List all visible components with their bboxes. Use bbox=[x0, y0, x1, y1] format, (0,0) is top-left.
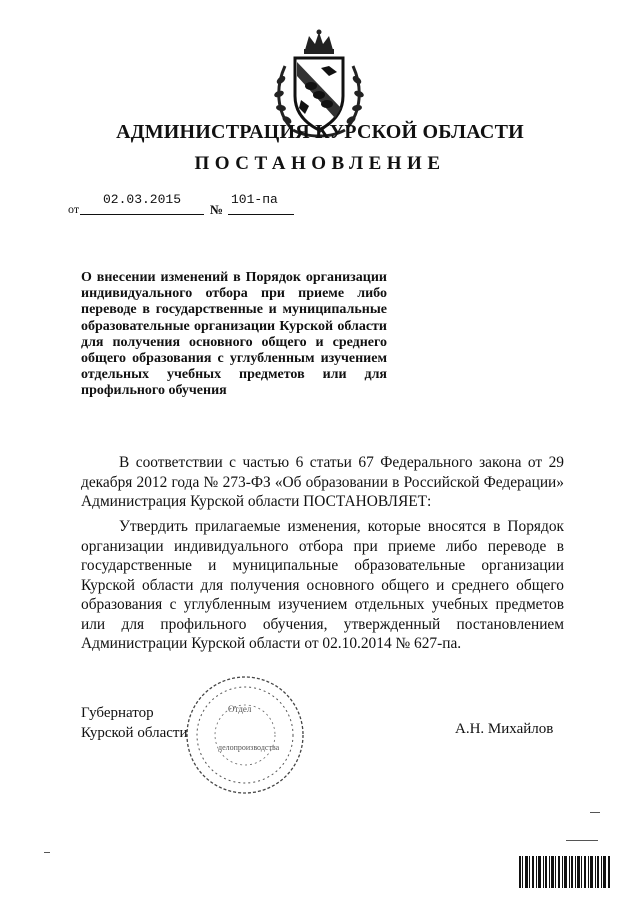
document-subject: О внесении изменений в Порядок организации индивидуального отбора при приеме либо переводе в государственные и муниципальные образовательные организации Курской области для получения основного общего и среднего общего образования с углубленным изучением отдельных учебных предметов или для профильного обучения bbox=[81, 270, 387, 399]
body-paragraph-2: Утвердить прилагаемые изменения, которые вносятся в Порядок организации индивидуального отбора при приеме либо переводе в государственные и муниципальные образовательные организации Курской области для получения основного общего и среднего общего образования с углубленным изучением отдельных учебных предметов или для профильного обучения, утвержденный постановлением Администрации Курской области от 02.10.2014 № 627-па. bbox=[81, 518, 564, 652]
date-value: 02.03.2015 bbox=[103, 192, 182, 207]
stamp-seal-icon bbox=[182, 672, 308, 798]
stamp-line-1: Отдел bbox=[228, 704, 252, 714]
document-type-title: ПОСТАНОВЛЕНИЕ bbox=[194, 153, 446, 174]
date-label: от bbox=[68, 202, 80, 216]
margin-mark bbox=[590, 812, 600, 813]
organization-title: АДМИНИСТРАЦИЯ КУРСКОЙ ОБЛАСТИ bbox=[116, 121, 524, 143]
date-underline bbox=[80, 214, 204, 215]
number-underline bbox=[228, 214, 294, 215]
margin-mark bbox=[44, 852, 50, 853]
signatory-position bbox=[81, 704, 187, 743]
signatory-position-line-2: Курской области bbox=[81, 724, 188, 741]
margin-mark bbox=[566, 840, 598, 841]
stamp-line-2: делопроизводства bbox=[218, 743, 280, 752]
body-paragraph-1: В соответствии с частью 6 статьи 67 Федерального закона от 29 декабря 2012 года № 273-ФЗ «Об образовании в Российской Федерации» Администрация Курской области ПОСТАНОВЛЯЕТ: bbox=[81, 454, 564, 510]
barcode-icon bbox=[519, 856, 611, 888]
signatory-name: А.Н. Михайлов bbox=[455, 721, 554, 737]
number-label: № bbox=[210, 202, 224, 217]
document-meta bbox=[0, 192, 640, 222]
number-value: 101-па bbox=[231, 192, 278, 207]
signatory-position-line-1: Губернатор bbox=[81, 705, 154, 721]
